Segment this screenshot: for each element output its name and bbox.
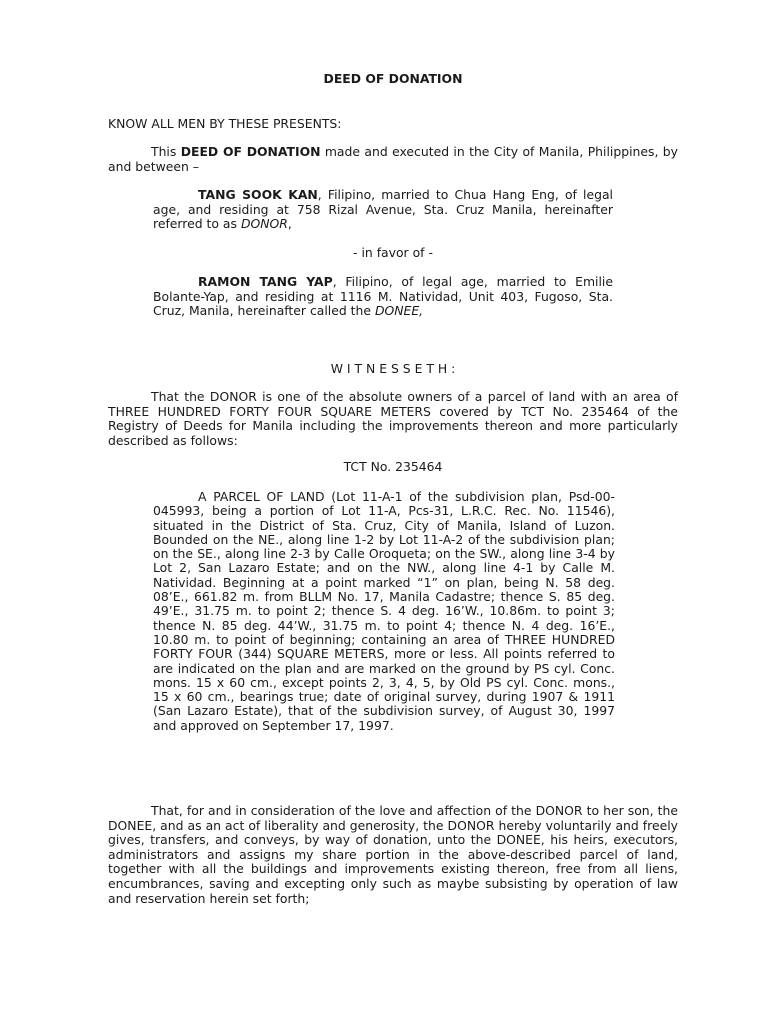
donor-role: DONOR [240, 216, 288, 232]
donor-paragraph: TANG SOOK KAN, Filipino, married to Chua Hang Eng, of legal age, and residing at 758 Rizal Avenue, Sta. Cruz Manila, hereinafter referred to as DONOR, [153, 187, 613, 232]
donee-paragraph: RAMON TANG YAP, Filipino, of legal age, married to Emilie Bolante-Yap, and residing at 1116 M. Natividad, Unit 403, Fugoso, Sta. Cruz, Manila, hereinafter called the DONEE, [153, 274, 613, 319]
witnesseth-heading: W I T N E S S E T H : [330, 361, 456, 376]
intro-paragraph: This DEED OF DONATION made and executed in the City of Manila, Philippines, by and between – [108, 144, 678, 174]
document-title: DEED OF DONATION [323, 71, 463, 86]
in-favor-of-line: - in favor of - [353, 245, 433, 260]
donee-role: DONEE, [374, 303, 424, 319]
consideration-paragraph: That, for and in consideration of the love and affection of the DONOR to her son, the DONEE, and as an act of liberality and generosity, the DONOR hereby voluntarily and freely gives, transfers, and conveys, by way of donation, unto the DONEE, his heirs, executors, administrators and assigns my share portion in the above-described parcel of land, together with all the buildings and improvements existing thereon, free from all liens, encumbrances, saving and excepting only such as maybe subsisting by operation of law and reservation herein set forth; [108, 803, 678, 906]
donor-name: TANG SOOK KAN [198, 187, 318, 202]
deed-title-bold: DEED OF DONATION [180, 144, 321, 159]
tct-heading: TCT No. 235464 [343, 459, 443, 474]
know-all-men-line: KNOW ALL MEN BY THESE PRESENTS: [108, 116, 342, 131]
owner-paragraph: That the DONOR is one of the absolute owners of a parcel of land with an area of THREE HUNDRED FORTY FOUR SQUARE METERS covered by TCT No. 235464 of the Registry of Deeds for Manila including the improvements thereon and more particularly described as follows: [108, 389, 678, 448]
technical-description: A PARCEL OF LAND (Lot 11-A-1 of the subdivision plan, Psd-00-045993, being a portion of Lot 11-A, Pcs-31, L.R.C. Rec. No. 11546), situated in the District of Sta. Cruz, City of Manila, Island of Luzon. Bounded on the NE., along line 1-2 by Lot 11-A-2 of the subdivision plan; on the SE., along line 2-3 by Calle Oroqueta; on the SW., along line 3-4 by Lot 2, San Lazaro Estate; and on the NW., along line 4-1 by Calle M. Natividad. Beginning at a point marked “1” on plan, being N. 58 deg. 08’E., 661.82 m. from BLLM No. 17, Manila Cadastre; thence S. 85 deg. 49’E., 31.75 m. to point 2; thence S. 4 deg. 16’W., 10.86m. to point 3; thence N. 85 deg. 44’W., 31.75 m. to point 4; thence N. 4 deg. 16’E., 10.80 m. to point of beginning; containing an area of THREE HUNDRED FORTY FOUR (344) SQUARE METERS, more or less. All points referred to are indicated on the plan and are marked on the ground by PS cyl. Conc. mons. 15 x 60 cm., except points 2, 3, 4, 5, by Old PS cyl. Conc. mons., 15 x 60 cm., bearings true; date of original survey, during 1907 & 1911 (San Lazaro Estate), that of the subdivision survey, of August 30, 1997 and approved on September 17, 1997. [153, 489, 615, 733]
donee-name: RAMON TANG YAP [198, 274, 333, 289]
